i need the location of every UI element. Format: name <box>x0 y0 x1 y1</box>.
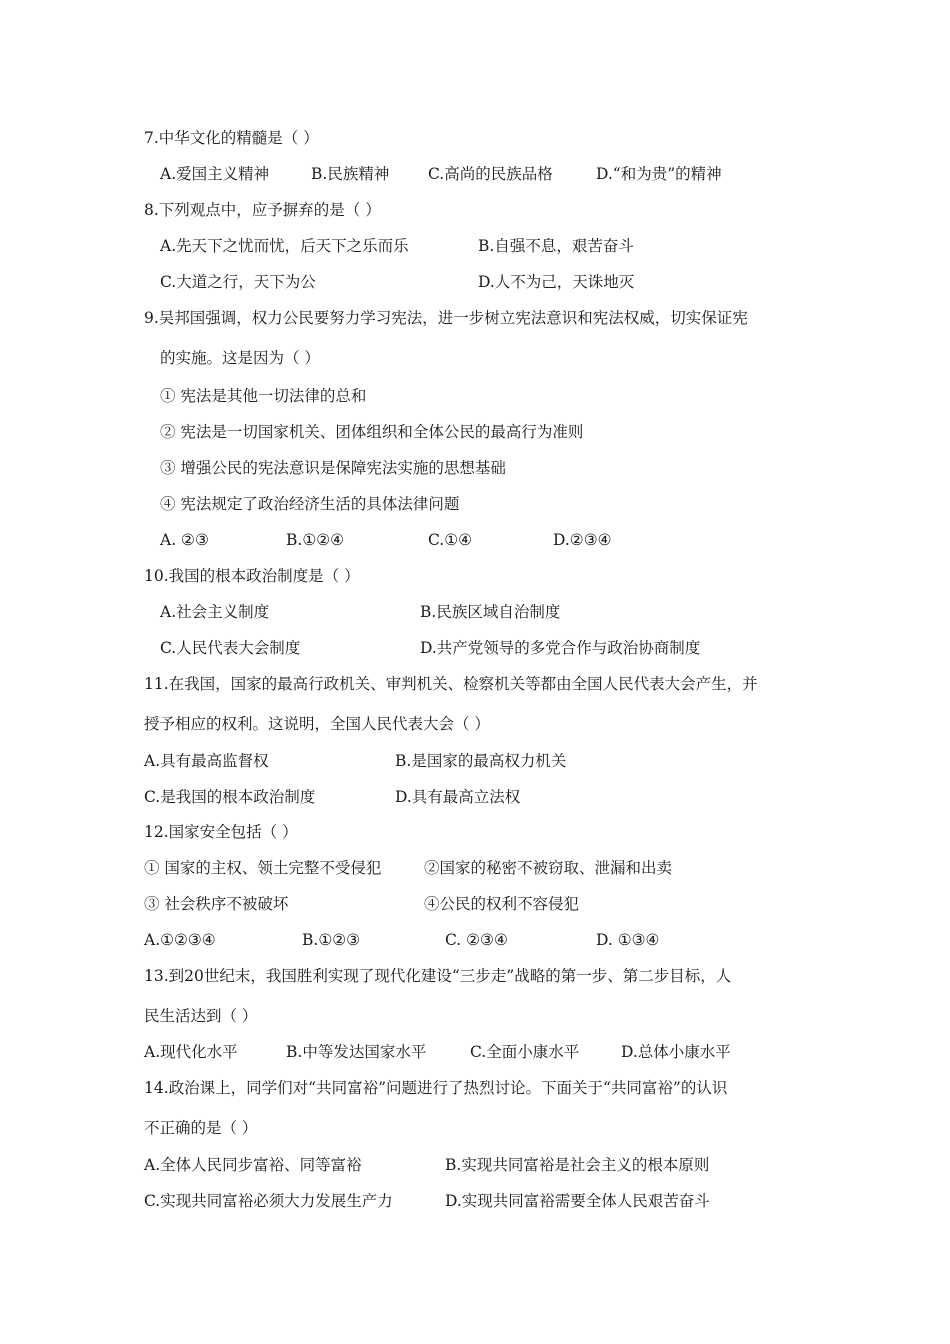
question-9-option-d: D.②③④ <box>553 531 612 549</box>
question-12-option-d: D. ①③④ <box>596 931 660 949</box>
question-9-option-a: A. ②③ <box>160 531 209 549</box>
question-8-stem: 8.下列观点中，应予摒弃的是（ ） <box>144 201 381 219</box>
question-13-option-d: D.总体小康水平 <box>621 1043 731 1061</box>
question-10-option-b: B.民族区域自治制度 <box>420 603 561 621</box>
question-9-item-1: ① 宪法是其他一切法律的总和 <box>160 387 367 405</box>
question-9-item-2: ② 宪法是一切国家机关、团体组织和全体公民的最高行为准则 <box>160 423 584 441</box>
question-13-option-b: B.中等发达国家水平 <box>286 1043 427 1061</box>
question-13-option-a: A.现代化水平 <box>144 1043 238 1061</box>
question-12-option-b: B.①②③ <box>302 931 361 949</box>
question-7-option-b: B.民族精神 <box>311 165 390 183</box>
question-14-stem-line-2: 不正确的是（ ） <box>144 1119 258 1137</box>
question-14-option-c: C.实现共同富裕必须大力发展生产力 <box>144 1192 393 1210</box>
question-13-stem-line-2: 民生活达到（ ） <box>144 1007 258 1025</box>
question-13-stem-line-1: 13.到20世纪末，我国胜利实现了现代化建设“三步走”战略的第一步、第二步目标，人 <box>144 967 732 985</box>
question-14-stem-line-1: 14.政治课上，同学们对“共同富裕”问题进行了热烈讨论。下面关于“共同富裕”的认识 <box>144 1079 728 1097</box>
question-10-option-c: C.人民代表大会制度 <box>160 639 301 657</box>
question-10-option-a: A.社会主义制度 <box>160 603 270 621</box>
question-11-option-d: D.具有最高立法权 <box>395 788 521 806</box>
question-12-item-3: ③ 社会秩序不被破坏 <box>144 895 289 913</box>
question-14-option-b: B.实现共同富裕是社会主义的根本原则 <box>445 1156 710 1174</box>
question-9-item-3: ③ 增强公民的宪法意识是保障宪法实施的思想基础 <box>160 459 506 477</box>
question-12-item-4: ④公民的权利不容侵犯 <box>424 895 580 913</box>
question-7-option-d: D.“和为贵”的精神 <box>596 165 722 183</box>
question-8-option-d: D.人不为己，天诛地灭 <box>478 273 635 291</box>
question-12-item-2: ②国家的秘密不被窃取、泄漏和出卖 <box>424 859 673 877</box>
question-14-option-a: A.全体人民同步富裕、同等富裕 <box>144 1156 362 1174</box>
question-12-option-a: A.①②③④ <box>144 931 216 949</box>
question-7-stem: 7.中华文化的精髓是（ ） <box>144 129 319 147</box>
question-12-option-c: C. ②③④ <box>445 931 508 949</box>
question-14-option-d: D.实现共同富裕需要全体人民艰苦奋斗 <box>445 1192 710 1210</box>
question-8-option-c: C.大道之行，天下为公 <box>160 273 316 291</box>
question-10-stem: 10.我国的根本政治制度是（ ） <box>144 567 360 585</box>
question-9-stem-line-2: 的实施。这是因为（ ） <box>160 349 320 367</box>
question-11-stem-line-1: 11.在我国，国家的最高行政机关、审判机关、检察机关等都由全国人民代表大会产生，并 <box>144 675 758 693</box>
question-11-stem-line-2: 授予相应的权利。这说明，全国人民代表大会（ ） <box>144 715 490 733</box>
question-12-item-1: ① 国家的主权、领土完整不受侵犯 <box>144 859 382 877</box>
question-11-option-b: B.是国家的最高权力机关 <box>395 752 567 770</box>
question-9-item-4: ④ 宪法规定了政治经济生活的具体法律问题 <box>160 495 460 513</box>
question-9-option-c: C.①④ <box>428 531 473 549</box>
question-9-option-b: B.①②④ <box>286 531 345 549</box>
question-7-option-c: C.高尚的民族品格 <box>428 165 553 183</box>
question-7-option-a: A.爱国主义精神 <box>160 165 270 183</box>
question-13-option-c: C.全面小康水平 <box>470 1043 580 1061</box>
question-11-option-c: C.是我国的根本政治制度 <box>144 788 316 806</box>
question-9-stem-line-1: 9.吴邦国强调，权力公民要努力学习宪法，进一步树立宪法意识和宪法权威，切实保证宪 <box>144 309 748 327</box>
question-8-option-b: B.自强不息，艰苦奋斗 <box>478 237 634 255</box>
question-8-option-a: A.先天下之忧而忧，后天下之乐而乐 <box>160 237 409 255</box>
question-12-stem: 12.国家安全包括（ ） <box>144 823 298 841</box>
question-11-option-a: A.具有最高监督权 <box>144 752 269 770</box>
question-10-option-d: D.共产党领导的多党合作与政治协商制度 <box>420 639 701 657</box>
